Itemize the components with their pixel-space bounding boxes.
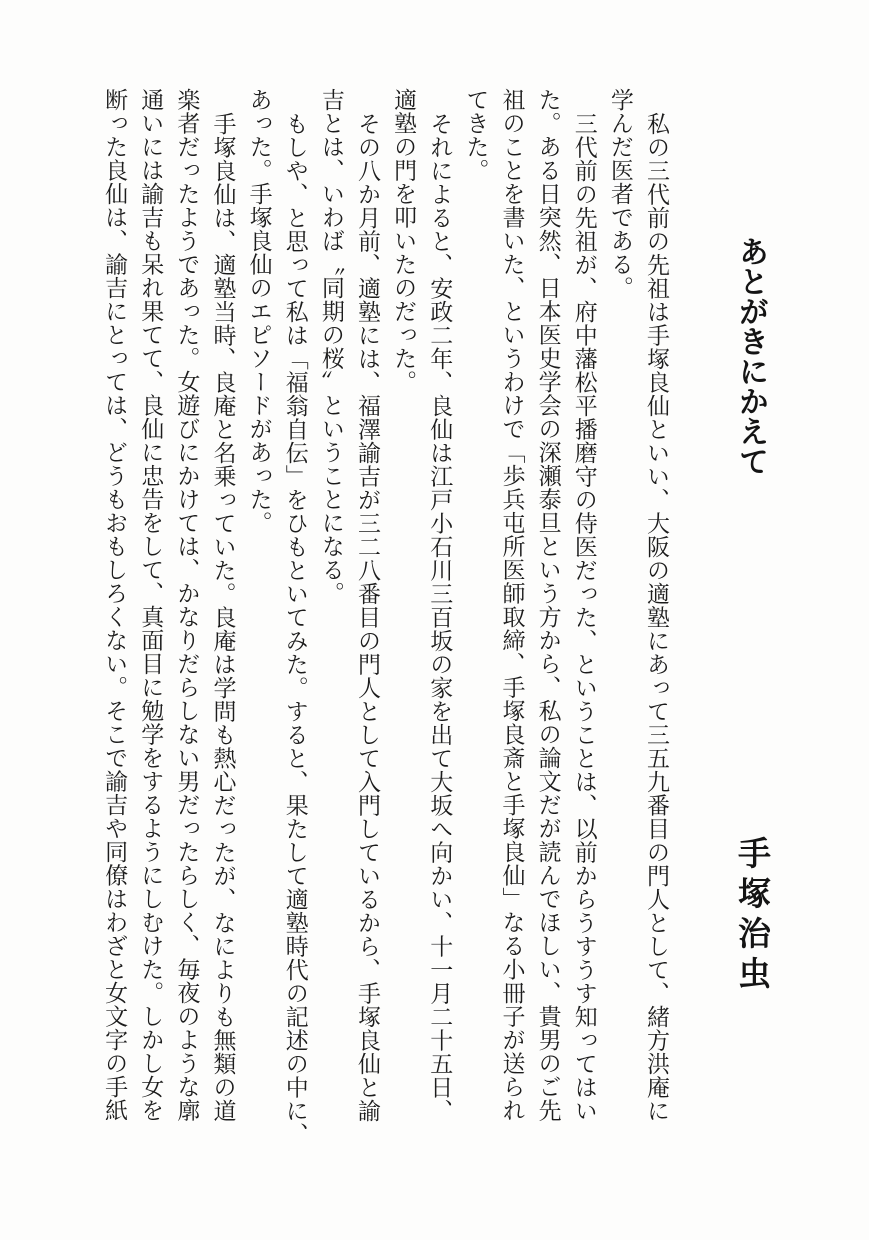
text-column: もしや、と思って私は「福翁自伝」をひもといてみた。すると、果たして適塾時代の記述の中に、	[281, 112, 308, 1146]
text-column: 三代前の先祖が、府中藩松平播磨守の侍医だった、ということは、以前からうすうす知ってはい	[570, 112, 597, 1123]
text-column: た。ある日突然、日本医史学会の深瀬泰旦という方から、私の論文だが読んでほしい、貴男のご先	[534, 88, 561, 1122]
text-column: あった。手塚良仙のエピソードがあった。	[245, 88, 272, 535]
text-column: 祖のことを書いた、というわけで「歩兵屯所医師取締、手塚良斎と手塚良仙」なる小冊子が送られ	[498, 88, 525, 1122]
text-column: 適塾の門を叩いたのだった。	[390, 88, 417, 394]
page-title: あとがきにかえて	[733, 236, 768, 476]
text-column: 学んだ医者である。	[606, 88, 633, 300]
text-column: 楽者だったようであった。女遊びにかけては、かなりだらしない男だったらしく、毎夜のような廓	[173, 88, 200, 1122]
text-column: 手塚良仙は、適塾当時、良庵と名乗っていた。良庵は学問も熱心だったが、なによりも無類の道	[209, 112, 236, 1123]
text-column: 通いには諭吉も呆れ果てて、良仙に忠告をして、真面目に勉学をするようにしむけた。しかし女を	[137, 88, 164, 1122]
text-column: それによると、安政二年、良仙は江戸小石川三百坂の家を出て大坂へ向かい、十一月二十五日、	[426, 112, 453, 1123]
text-column: てきた。	[462, 88, 489, 182]
text-column: 吉とは、いわば〝同期の桜〟ということになる。	[317, 88, 344, 605]
text-column: 断った良仙は、諭吉にとっては、どうもおもしろくない。そこで諭吉や同僚はわざと女文字の手紙	[101, 88, 128, 1122]
text-column: 私の三代前の先祖は手塚良仙といい、大阪の適塾にあって三五九番目の門人として、緒方洪庵に	[643, 112, 669, 1123]
author-name: 手塚治虫	[733, 836, 772, 996]
body-text	[96, 88, 674, 1160]
text-column: その八か月前、適塾には、福澤諭吉が三二八番目の門人として入門しているから、手塚良仙と諭	[354, 112, 380, 1123]
